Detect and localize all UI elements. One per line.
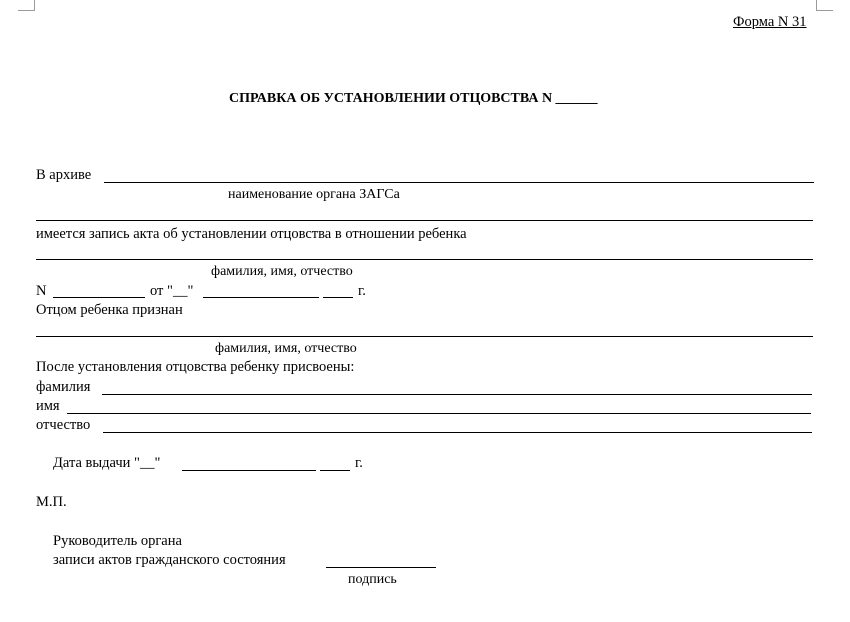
assigned-heading: После установления отцовства ребенку присвоены: <box>36 359 355 375</box>
name-label: имя <box>36 398 60 414</box>
child-fio-line[interactable] <box>36 259 813 260</box>
record-number-line[interactable] <box>53 297 145 298</box>
name-line[interactable] <box>67 413 811 414</box>
record-date-year-line[interactable] <box>323 297 353 298</box>
issue-date-month-line[interactable] <box>182 470 316 471</box>
signature-line[interactable] <box>326 567 436 568</box>
archive-org-line[interactable] <box>104 182 814 183</box>
signature-role-line1: Руководитель органа <box>53 533 182 549</box>
surname-line[interactable] <box>102 394 812 395</box>
father-fio-caption: фамилия, имя, отчество <box>215 341 357 356</box>
father-label: Отцом ребенка признан <box>36 302 183 318</box>
document-title: СПРАВКА ОБ УСТАНОВЛЕНИИ ОТЦОВСТВА N ______ <box>229 91 598 106</box>
surname-label: фамилия <box>36 379 91 395</box>
record-text: имеется запись акта об установлении отцовства в отношении ребенка <box>36 226 467 242</box>
issue-date-label: Дата выдачи "__" <box>53 455 161 471</box>
archive-org-line-2[interactable] <box>36 220 813 221</box>
archive-org-caption: наименование органа ЗАГСа <box>228 187 400 202</box>
record-date-month-line[interactable] <box>203 297 319 298</box>
stamp-label: М.П. <box>36 494 67 510</box>
father-fio-line[interactable] <box>36 336 813 337</box>
patronymic-line[interactable] <box>103 432 812 433</box>
record-number-label: N <box>36 283 47 299</box>
signature-caption: подпись <box>348 572 397 587</box>
signature-role-line2: записи актов гражданского состояния <box>53 552 286 568</box>
form-number: Форма N 31 <box>733 14 807 30</box>
issue-date-year-line[interactable] <box>320 470 350 471</box>
archive-label: В архиве <box>36 167 92 183</box>
record-year-suffix: г. <box>358 283 366 299</box>
page-corner-mark-left <box>18 0 35 11</box>
patronymic-label: отчество <box>36 417 91 433</box>
page-corner-mark-right <box>816 0 833 11</box>
record-date-day-label: от "__" <box>150 283 194 299</box>
child-fio-caption: фамилия, имя, отчество <box>211 264 353 279</box>
issue-year-suffix: г. <box>355 455 363 471</box>
